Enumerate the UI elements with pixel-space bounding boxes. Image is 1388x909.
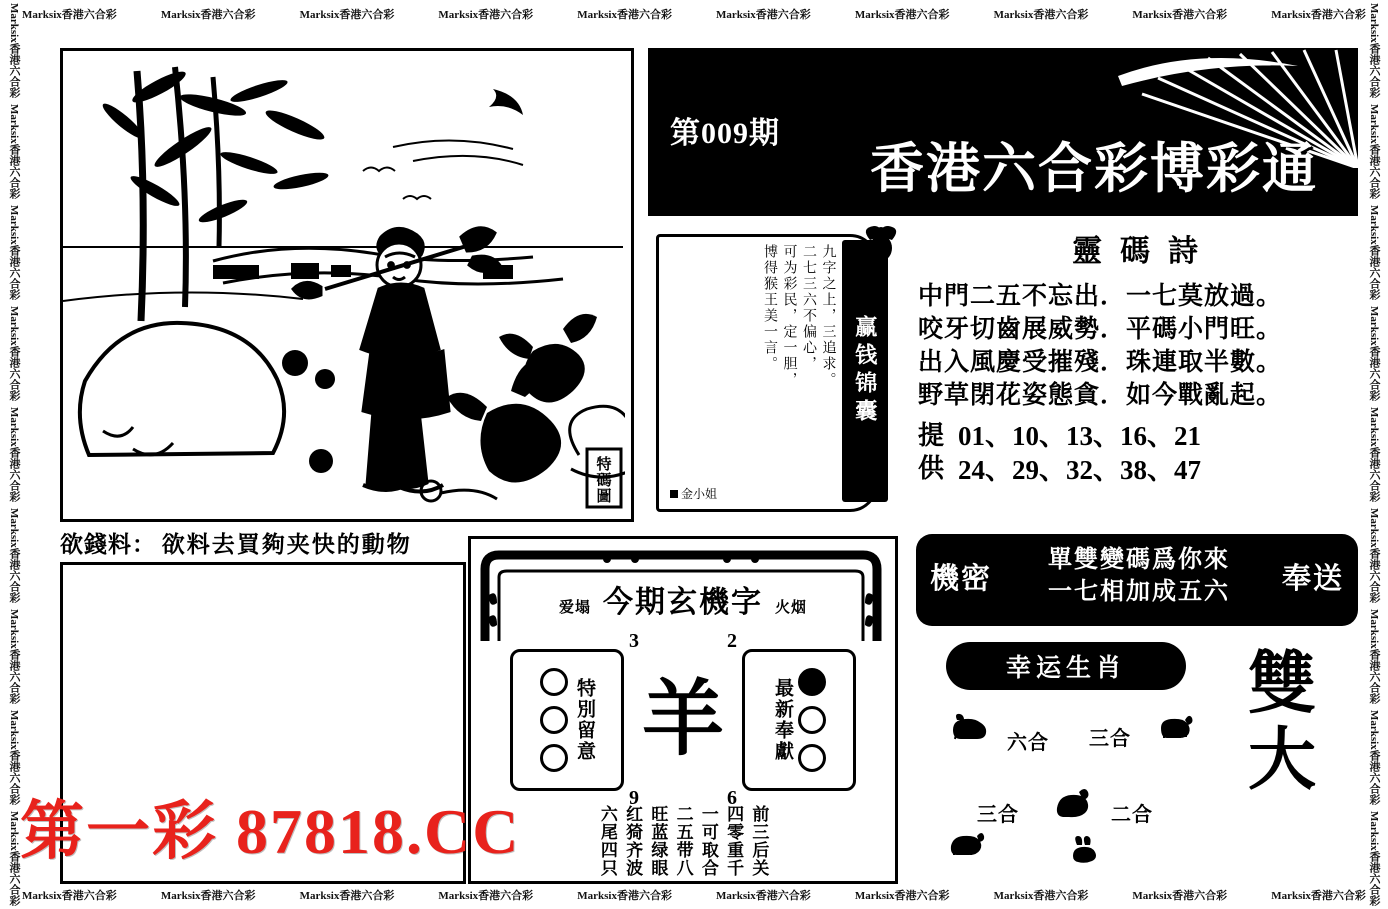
site-overlay-text: 第一彩 87818.CC <box>20 796 521 867</box>
issue-number: 第009期 <box>670 117 780 150</box>
bullet-square-icon <box>670 490 678 498</box>
special-note-box <box>510 630 639 809</box>
watermark-text: Marksix香港六合彩 <box>1368 205 1380 300</box>
svg-text:特: 特 <box>596 457 612 473</box>
xuanji-center-row <box>471 630 895 809</box>
circle-marker-filled-icon <box>798 668 826 696</box>
watermark-text: Marksix香港六合彩 <box>160 9 256 21</box>
watermark-text: Marksix香港六合彩 <box>8 205 20 300</box>
svg-text:碼: 碼 <box>596 473 612 489</box>
scroll-column-3: 二七三六不偏心， <box>801 244 816 372</box>
banner-title: 香港六合彩博彩通 <box>870 139 1318 199</box>
xuanji-bottom-col-3: 一可取合 <box>698 805 718 877</box>
circle-marker-icon <box>540 668 568 696</box>
circle-marker-icon <box>540 744 568 772</box>
poem-line-2: 咬牙切齒展威勢．平碼小門旺。 <box>918 316 1283 343</box>
right-box-number-bottom: 6 <box>727 787 737 809</box>
watermark-text: Marksix香港六合彩 <box>1368 306 1380 401</box>
confidential-label: 機密 <box>930 563 993 595</box>
poem-line-1: 中門二五不忘出．一七莫放過。 <box>918 283 1283 310</box>
watermark-text: Marksix香港六合彩 <box>22 9 117 21</box>
confidential-line-2: 一七相加成五六 <box>1048 579 1230 606</box>
poem-title: 靈碼詩 <box>1072 235 1216 268</box>
watermark-text: Marksix香港六合彩 <box>577 9 672 21</box>
watermark-text: Marksix香港六合彩 <box>8 3 20 98</box>
poem-panel <box>918 226 1358 526</box>
xuanji-character: 羊 <box>641 674 724 765</box>
left-box-number-top: 3 <box>628 630 639 652</box>
watermark-right <box>1362 0 1386 909</box>
watermark-text: Marksix香港六合彩 <box>577 890 672 902</box>
watermark-text: Marksix香港六合彩 <box>854 890 950 902</box>
right-box-circles <box>798 668 826 772</box>
scroll-text-columns <box>666 244 856 494</box>
scroll-title-bar <box>842 240 888 502</box>
money-tip-value: 欲料去買夠夹快的動物 <box>161 532 412 557</box>
xuanji-bottom-col-5: 旺蓝绿眼 <box>648 805 668 877</box>
watermark-text: Marksix香港六合彩 <box>1368 609 1380 704</box>
watermark-text: Marksix香港六合彩 <box>993 890 1089 902</box>
watermark-text: Marksix香港六合彩 <box>8 508 20 603</box>
watermark-text: Marksix香港六合彩 <box>1368 508 1380 603</box>
supply-number-rows <box>958 420 1201 488</box>
circle-marker-icon <box>798 706 826 734</box>
watermark-text: Marksix香港六合彩 <box>8 609 20 704</box>
watermark-text: Marksix香港六合彩 <box>8 104 20 199</box>
rabbit-icon <box>1065 836 1099 864</box>
content-area <box>28 26 1360 878</box>
watermark-text: Marksix香港六合彩 <box>8 710 20 805</box>
right-box-number-top: 2 <box>727 630 737 652</box>
watermark-text: Marksix香港六合彩 <box>299 890 395 902</box>
confidential-bar <box>916 534 1358 626</box>
zodiac-word-4: 二合 <box>1111 804 1153 826</box>
xuanji-bottom-col-6: 红猗齐波 <box>623 805 643 877</box>
watermark-text: Marksix香港六合彩 <box>8 811 20 906</box>
xuanji-bottom-col-2: 四零重千 <box>724 805 744 877</box>
lucky-zodiac-area <box>923 694 1223 874</box>
double-big-line-1: 雙 <box>1247 646 1316 722</box>
scroll-signature <box>670 485 717 502</box>
watermark-top <box>0 4 1388 24</box>
poem-line-4: 野草閉花姿態貪．如今戰亂起。 <box>918 382 1283 409</box>
watermark-text: Marksix香港六合彩 <box>438 9 534 21</box>
goat-icon <box>1155 712 1193 740</box>
dog-icon <box>945 830 985 858</box>
confidential-line-1: 單雙變碼爲你來 <box>1048 547 1230 573</box>
watermark-text: Marksix香港六合彩 <box>1368 811 1380 906</box>
watermark-text: Marksix香港六合彩 <box>8 407 20 502</box>
watermark-text: Marksix香港六合彩 <box>1132 9 1228 21</box>
watermark-text: Marksix香港六合彩 <box>1368 710 1380 805</box>
pig-icon <box>949 712 989 740</box>
watermark-text: Marksix香港六合彩 <box>1271 890 1366 902</box>
zodiac-word-2: 三合 <box>1089 728 1131 750</box>
watermark-text: Marksix香港六合彩 <box>716 890 811 902</box>
scroll-column-5: 博得猴王美一言。 <box>762 244 777 372</box>
newest-offering-box <box>727 630 856 809</box>
supply-label <box>918 420 944 485</box>
zodiac-word-3: 三合 <box>977 804 1019 826</box>
supply-numbers <box>918 420 1358 488</box>
supply-label-2: 供 <box>918 453 945 483</box>
xuanji-bottom-col-7: 六尾四只 <box>597 805 617 877</box>
xuanji-bottom-columns <box>471 803 895 877</box>
watermark-text: Marksix香港六合彩 <box>1132 890 1228 902</box>
confidential-message <box>1020 544 1258 609</box>
illustration-artwork <box>63 51 625 513</box>
special-note-label: 特別留意 <box>573 678 595 762</box>
watermark-text: Marksix香港六合彩 <box>438 890 534 902</box>
newest-offering-label: 最新奉獻 <box>771 678 793 762</box>
left-box-circles <box>540 668 568 772</box>
double-big-line-2: 大 <box>1247 722 1316 799</box>
circle-marker-icon <box>540 706 568 734</box>
numbers-row-1: 01、10、13、16、21 <box>958 421 1202 451</box>
scroll-title: 赢钱锦囊 <box>852 315 878 427</box>
watermark-text: Marksix香港六合彩 <box>854 9 950 21</box>
xuanji-panel <box>468 536 898 884</box>
watermark-text: Marksix香港六合彩 <box>993 9 1089 21</box>
xuanji-bottom-col-4: 二五带八 <box>673 805 693 877</box>
scroll-column-4: 可为彩民，定一胆， <box>781 244 797 388</box>
money-tip-label: 欲錢料： <box>60 532 156 557</box>
scroll-column-2: 九字之上，三追求。 <box>820 244 836 388</box>
xuanji-head-left: 爱塌 <box>558 600 591 616</box>
watermark-text: Marksix香港六合彩 <box>299 9 395 21</box>
watermark-left <box>2 0 26 909</box>
lucky-pouch-scroll <box>648 226 906 516</box>
header-banner <box>648 48 1358 216</box>
double-big-label <box>1222 646 1342 798</box>
xuanji-head-big: 今期玄機字 <box>603 586 763 619</box>
confidential-gift-label: 奉送 <box>1281 563 1344 595</box>
circle-marker-icon <box>798 744 826 772</box>
watermark-text: Marksix香港六合彩 <box>1368 104 1380 199</box>
illustration-panel <box>60 48 634 522</box>
supply-label-1: 提 <box>918 421 945 450</box>
watermark-text: Marksix香港六合彩 <box>1271 9 1366 21</box>
watermark-text: Marksix香港六合彩 <box>1368 407 1380 502</box>
horse-icon <box>1051 786 1091 818</box>
scroll-signature-text: 金小姐 <box>681 487 718 501</box>
poem-line-3: 出入風慶受摧殘．珠連取半數。 <box>918 349 1283 376</box>
xuanji-head-right: 火烟 <box>775 600 808 616</box>
watermark-text: Marksix香港六合彩 <box>8 306 20 401</box>
watermark-text: Marksix香港六合彩 <box>22 890 117 902</box>
numbers-row-2: 24、29、32、38、47 <box>958 454 1202 485</box>
watermark-bottom <box>0 885 1388 905</box>
watermark-text: Marksix香港六合彩 <box>716 9 811 21</box>
xuanji-heading <box>471 577 895 621</box>
lucky-zodiac-title: 幸运生肖 <box>946 642 1186 690</box>
xuanji-bottom-col-1: 前三后关 <box>749 805 769 877</box>
zodiac-word-1: 六合 <box>1007 732 1049 754</box>
left-box-number-bottom: 9 <box>628 787 639 809</box>
watermark-text: Marksix香港六合彩 <box>160 890 256 902</box>
watermark-text: Marksix香港六合彩 <box>1368 3 1380 98</box>
svg-text:圖: 圖 <box>596 489 612 505</box>
